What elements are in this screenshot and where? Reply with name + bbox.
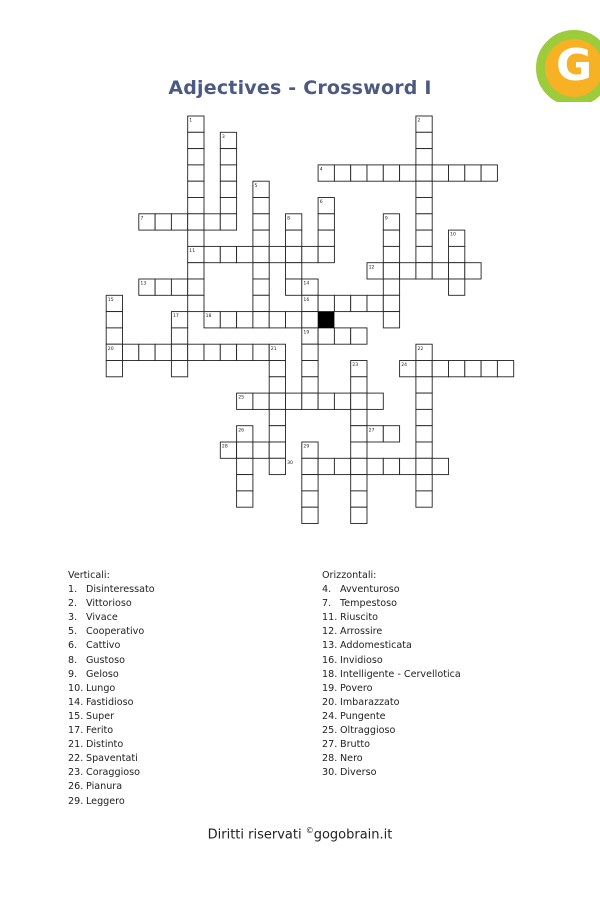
- clue-number-label: 20.: [322, 696, 338, 708]
- clue-text: Oltraggioso: [340, 725, 396, 737]
- clue-text: Avventuroso: [340, 584, 400, 596]
- clue-number-label: 23.: [68, 767, 84, 779]
- black-cell: [318, 312, 334, 328]
- vertical-clue: [68, 780, 155, 794]
- horizontal-clue: [322, 682, 461, 696]
- horizontal-clue: [322, 583, 461, 597]
- clue-number: 9: [384, 216, 388, 222]
- crossword-cell: [351, 475, 367, 491]
- clue-number: 30: [287, 460, 293, 466]
- crossword-cell: [269, 426, 285, 442]
- crossword-cell: [432, 361, 448, 377]
- crossword-cell: [237, 458, 253, 474]
- vertical-clue: [68, 724, 155, 738]
- clue-number: 11: [189, 249, 196, 254]
- crossword-cell: [449, 246, 465, 262]
- clue-number: 21: [270, 346, 277, 352]
- clue-number: 16: [303, 297, 310, 303]
- crossword-cell: [253, 214, 269, 230]
- crossword-cell: [465, 165, 481, 181]
- vertical-clue: [68, 654, 155, 668]
- horizontal-clue: [322, 668, 461, 682]
- vertical-clue: [68, 766, 155, 780]
- crossword-cell: [253, 442, 269, 458]
- clue-number-label: 16.: [322, 654, 338, 666]
- crossword-cell: [188, 230, 204, 246]
- clue-text: Vittorioso: [86, 598, 132, 610]
- clue-number: 25: [238, 395, 245, 401]
- crossword-cell: [171, 214, 187, 230]
- crossword-cell: [318, 246, 334, 262]
- crossword-cell: [318, 295, 334, 311]
- vertical-clues: [68, 569, 155, 809]
- clue-number-label: 17.: [68, 725, 84, 737]
- crossword-cell: [253, 344, 269, 360]
- vertical-clue: [68, 738, 155, 752]
- crossword-cell: [416, 230, 432, 246]
- clue-number-label: 22.: [68, 753, 84, 765]
- crossword-cell: [432, 458, 448, 474]
- clue-number-label: 10.: [68, 682, 84, 694]
- crossword-cell: [449, 165, 465, 181]
- crossword-cell: [383, 263, 399, 279]
- crossword-cell: [106, 328, 122, 344]
- crossword-cell: [237, 246, 253, 262]
- horizontal-clue: [322, 710, 461, 724]
- crossword-cell: [155, 344, 171, 360]
- crossword-cell: [237, 344, 253, 360]
- clue-number: 12: [368, 265, 375, 271]
- crossword-cell: [416, 214, 432, 230]
- crossword-cell: [106, 361, 122, 377]
- crossword-cell: [416, 149, 432, 165]
- clue-text: Cattivo: [86, 640, 121, 652]
- crossword-cell: [351, 507, 367, 523]
- clue-number-label: 19.: [322, 682, 338, 694]
- crossword-cell: [204, 214, 220, 230]
- clue-text: Gustoso: [86, 654, 126, 666]
- vertical-clue: [68, 682, 155, 696]
- horizontal-clue: [322, 597, 461, 611]
- clue-text: Super: [86, 710, 115, 722]
- crossword-cell: [171, 279, 187, 295]
- crossword-cell: [269, 246, 285, 262]
- crossword-cell: [351, 295, 367, 311]
- clue-text: Tempestoso: [340, 598, 397, 610]
- horizontal-clue: [322, 724, 461, 738]
- clue-text: Disinteressato: [86, 584, 155, 596]
- crossword-cell: [286, 312, 302, 328]
- crossword-cell: [269, 393, 285, 409]
- clue-text: Imbarazzato: [340, 696, 400, 708]
- clue-number: 7: [140, 216, 144, 222]
- clue-number-label: 27.: [322, 739, 338, 751]
- clue-number: 18: [205, 314, 212, 320]
- logo-letter: G: [556, 40, 593, 91]
- crossword-cell: [188, 344, 204, 360]
- crossword-cell: [416, 377, 432, 393]
- clue-text: Distinto: [86, 739, 124, 751]
- crossword-cell: [302, 246, 318, 262]
- clue-number: 13: [140, 281, 147, 287]
- clue-text: Diverso: [340, 767, 377, 779]
- clue-number-label: 6.: [68, 640, 78, 652]
- crossword-cell: [351, 491, 367, 507]
- crossword-cell: [253, 295, 269, 311]
- crossword-cell: [188, 279, 204, 295]
- crossword-cell: [318, 393, 334, 409]
- clue-number-label: 30.: [322, 767, 338, 779]
- clue-number: 2: [417, 118, 421, 124]
- crossword-cell: [220, 312, 236, 328]
- clue-text: Lungo: [86, 682, 116, 694]
- crossword-cell: [351, 442, 367, 458]
- crossword-cell: [220, 181, 236, 197]
- crossword-cell: [204, 246, 220, 262]
- crossword-cell: [351, 426, 367, 442]
- crossword-cell: [383, 295, 399, 311]
- crossword-cell: [155, 279, 171, 295]
- clue-number-label: 29.: [68, 795, 84, 807]
- clue-number-label: 24.: [322, 710, 338, 722]
- clue-number-label: 7.: [322, 598, 332, 610]
- crossword-cell: [383, 230, 399, 246]
- crossword-cell: [171, 361, 187, 377]
- crossword-cell: [188, 149, 204, 165]
- crossword-cell: [367, 393, 383, 409]
- clue-number: 26: [238, 428, 245, 434]
- horizontal-heading: Orizzontali:: [322, 570, 377, 581]
- footer-prefix: Diritti riservati: [207, 827, 306, 843]
- copyright-footer: [0, 826, 600, 842]
- clue-text: Fastidioso: [86, 696, 134, 708]
- clue-number-label: 21.: [68, 739, 84, 751]
- clue-number: 24: [401, 363, 408, 369]
- crossword-cell: [286, 246, 302, 262]
- vertical-clue: [68, 583, 155, 597]
- horizontal-clue-list: [322, 583, 461, 780]
- crossword-cell: [253, 279, 269, 295]
- crossword-cell: [416, 458, 432, 474]
- clue-number: 17: [173, 314, 179, 320]
- crossword-cell: [204, 344, 220, 360]
- clue-text: Invidioso: [340, 654, 383, 666]
- crossword-cell: [351, 377, 367, 393]
- crossword-cell: [237, 442, 253, 458]
- crossword-cell: [449, 361, 465, 377]
- crossword-cell: [432, 165, 448, 181]
- clue-number-label: 2.: [68, 598, 78, 610]
- clue-number: 19: [303, 330, 310, 336]
- crossword-cell: [188, 295, 204, 311]
- crossword-cell: [383, 279, 399, 295]
- crossword-cell: [416, 409, 432, 425]
- crossword-cell: [286, 230, 302, 246]
- crossword-cell: [253, 246, 269, 262]
- crossword-cell: [253, 263, 269, 279]
- footer-site: gogobrain.it: [313, 827, 393, 843]
- crossword-cell: [449, 279, 465, 295]
- crossword-cell: [351, 328, 367, 344]
- crossword-cell: [351, 165, 367, 181]
- crossword-cell: [269, 361, 285, 377]
- crossword-cell: [220, 198, 236, 214]
- crossword-cell: [188, 198, 204, 214]
- crossword-cell: [416, 132, 432, 148]
- clue-text: Vivace: [86, 612, 118, 624]
- crossword-cell: [416, 246, 432, 262]
- crossword-cell: [171, 328, 187, 344]
- crossword-cell: [220, 149, 236, 165]
- clue-number-label: 8.: [68, 654, 78, 666]
- crossword-cell: [367, 458, 383, 474]
- clue-number: 27: [368, 428, 375, 434]
- vertical-clue-list: [68, 583, 155, 809]
- horizontal-clue: [322, 752, 461, 766]
- crossword-cell: [188, 165, 204, 181]
- vertical-clue: [68, 625, 155, 639]
- vertical-clue: [68, 710, 155, 724]
- clue-text: Nero: [340, 753, 363, 765]
- crossword-cell: [416, 181, 432, 197]
- clue-text: Cooperativo: [86, 626, 145, 638]
- crossword-cell: [237, 312, 253, 328]
- copyright-symbol: ©: [305, 826, 314, 835]
- crossword-cell: [237, 491, 253, 507]
- clue-text: Intelligente - Cervellotica: [340, 668, 461, 680]
- crossword-cell: [416, 475, 432, 491]
- clue-number-label: 25.: [322, 725, 338, 737]
- crossword-cell: [302, 475, 318, 491]
- vertical-clue: [68, 639, 155, 653]
- clue-number: 5: [254, 183, 258, 189]
- horizontal-clue: [322, 738, 461, 752]
- horizontal-clue: [322, 639, 461, 653]
- crossword-cell: [188, 263, 204, 279]
- crossword-cell: [334, 165, 350, 181]
- clue-number: 8: [287, 216, 291, 222]
- crossword-cell: [383, 426, 399, 442]
- crossword-cell: [416, 198, 432, 214]
- crossword-cell: [416, 426, 432, 442]
- crossword-cell: [302, 344, 318, 360]
- crossword-cell: [334, 328, 350, 344]
- clue-number-label: 18.: [322, 668, 338, 680]
- clue-text: Povero: [340, 682, 373, 694]
- crossword-cell: [302, 458, 318, 474]
- clue-number: 28: [221, 444, 228, 450]
- crossword-cell: [318, 230, 334, 246]
- clue-text: Leggero: [86, 795, 125, 807]
- clue-text: Pungente: [340, 710, 386, 722]
- crossword-cell: [269, 409, 285, 425]
- crossword-cell: [400, 458, 416, 474]
- clue-number: 1: [189, 118, 193, 124]
- crossword-cell: [237, 475, 253, 491]
- crossword-cell: [269, 442, 285, 458]
- clue-number-label: 28.: [322, 753, 338, 765]
- crossword-cell: [465, 263, 481, 279]
- clue-text: Pianura: [86, 781, 123, 793]
- clue-text: Spaventati: [86, 753, 138, 765]
- crossword-cell: [416, 491, 432, 507]
- clue-text: Ferito: [86, 725, 114, 737]
- crossword-cell: [351, 409, 367, 425]
- clue-text: Coraggioso: [86, 767, 140, 779]
- crossword-cell: [188, 132, 204, 148]
- crossword-cell: [383, 458, 399, 474]
- vertical-clue: [68, 668, 155, 682]
- crossword-cell: [139, 344, 155, 360]
- crossword-cell: [286, 263, 302, 279]
- crossword-cell: [220, 246, 236, 262]
- crossword-cell: [106, 312, 122, 328]
- clue-number-label: 9.: [68, 668, 78, 680]
- crossword-cell: [253, 198, 269, 214]
- crossword-cell: [351, 393, 367, 409]
- clue-number: 14: [303, 281, 310, 287]
- clue-number-label: 15.: [68, 710, 84, 722]
- crossword-cell: [302, 393, 318, 409]
- crossword-cell: [481, 361, 497, 377]
- clue-number-label: 5.: [68, 626, 78, 638]
- crossword-cell: [481, 165, 497, 181]
- vertical-clue: [68, 795, 155, 809]
- crossword-cell: [318, 458, 334, 474]
- clue-number: 10: [450, 232, 456, 238]
- crossword-cell: [253, 230, 269, 246]
- clue-text: Geloso: [86, 668, 119, 680]
- crossword-cell: [432, 263, 448, 279]
- vertical-clue: [68, 597, 155, 611]
- crossword-cell: [465, 361, 481, 377]
- crossword-cell: [383, 312, 399, 328]
- horizontal-clue: [322, 611, 461, 625]
- crossword-cell: [449, 263, 465, 279]
- crossword-cell: [351, 458, 367, 474]
- crossword-cell: [269, 312, 285, 328]
- crossword-cell: [302, 312, 318, 328]
- page-title: Adjectives - Crossword I: [168, 77, 432, 99]
- crossword-cell: [286, 279, 302, 295]
- crossword-cell: [220, 344, 236, 360]
- crossword-cell: [318, 328, 334, 344]
- clue-number: 4: [319, 167, 323, 173]
- vertical-clue: [68, 611, 155, 625]
- clue-number: 20: [107, 346, 114, 352]
- crossword-cell: [253, 393, 269, 409]
- horizontal-clues: [322, 569, 461, 780]
- horizontal-clue: [322, 696, 461, 710]
- crossword-cell: [334, 295, 350, 311]
- crossword-cell: [416, 442, 432, 458]
- vertical-heading: Verticali:: [68, 570, 110, 581]
- vertical-clue: [68, 752, 155, 766]
- crossword-cell: [302, 377, 318, 393]
- crossword-cell: [188, 181, 204, 197]
- crossword-cell: [302, 361, 318, 377]
- crossword-cell: [171, 344, 187, 360]
- clue-number: 6: [319, 200, 323, 206]
- clue-number: 23: [352, 363, 359, 369]
- crossword-cell: [383, 165, 399, 181]
- crossword-cell: [123, 344, 139, 360]
- clue-number: 29: [303, 444, 310, 450]
- clue-number-label: 12.: [322, 626, 338, 638]
- crossword-cell: [367, 295, 383, 311]
- crossword-cell: [334, 393, 350, 409]
- crossword-cell: [269, 458, 285, 474]
- vertical-clue: [68, 696, 155, 710]
- crossword-cell: [220, 165, 236, 181]
- clue-number-label: 11.: [322, 612, 338, 624]
- clue-number-label: 4.: [322, 584, 332, 596]
- crossword-cell: [302, 507, 318, 523]
- crossword-cell: [367, 165, 383, 181]
- clue-number-label: 1.: [68, 584, 78, 596]
- crossword-cell: [220, 214, 236, 230]
- clue-number: 15: [107, 297, 114, 303]
- clue-text: Riuscito: [340, 612, 378, 624]
- clue-number: 22: [417, 346, 424, 352]
- crossword-cell: [269, 377, 285, 393]
- horizontal-clue: [322, 766, 461, 780]
- clue-number: 3: [221, 134, 225, 140]
- clue-number-label: 13.: [322, 640, 338, 652]
- crossword-cell: [318, 214, 334, 230]
- crossword-cell: [383, 246, 399, 262]
- clue-number-label: 3.: [68, 612, 78, 624]
- horizontal-clue: [322, 625, 461, 639]
- crossword-cell: [286, 393, 302, 409]
- crossword-cell: [416, 165, 432, 181]
- crossword-cell: [416, 393, 432, 409]
- crossword-cell: [400, 165, 416, 181]
- crossword-cell: [253, 312, 269, 328]
- crossword-cell: [497, 361, 513, 377]
- crossword-cell: [416, 361, 432, 377]
- crossword-cell: [302, 491, 318, 507]
- crossword-cell: [334, 458, 350, 474]
- crossword-cell: [416, 263, 432, 279]
- crossword-cell: [155, 214, 171, 230]
- crossword-cell: [400, 263, 416, 279]
- horizontal-clue: [322, 654, 461, 668]
- clue-text: Brutto: [340, 739, 370, 751]
- clue-number-label: 26.: [68, 781, 84, 793]
- crossword-cell: [188, 214, 204, 230]
- clue-text: Addomesticata: [340, 640, 412, 652]
- clue-number-label: 14.: [68, 696, 84, 708]
- clue-text: Arrossire: [340, 626, 383, 638]
